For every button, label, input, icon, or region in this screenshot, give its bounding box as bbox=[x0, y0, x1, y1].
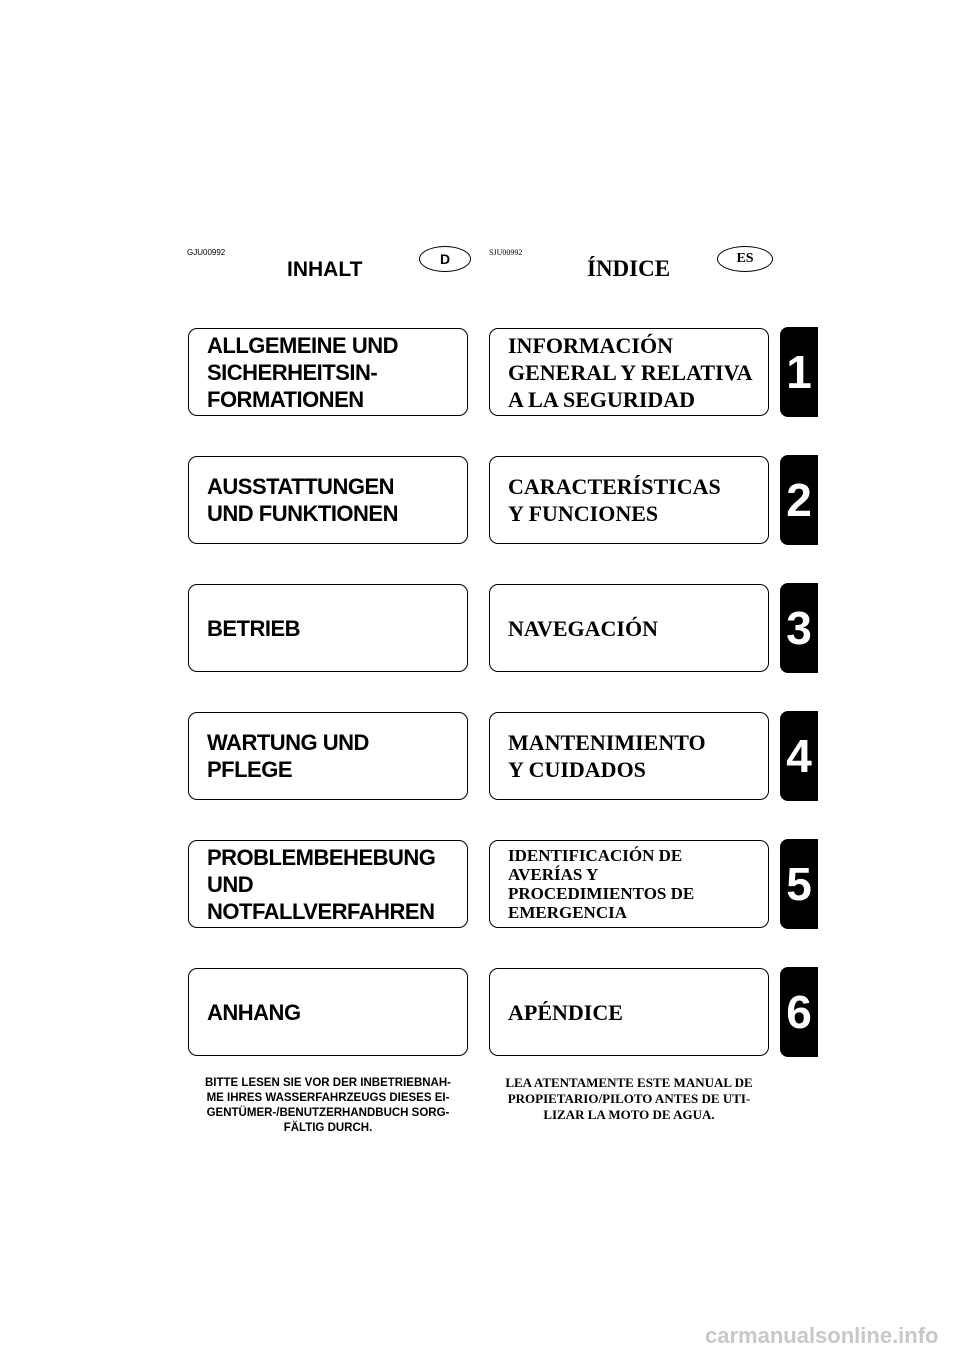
german-section-3-box[interactable] bbox=[188, 584, 468, 672]
spanish-section-1-box[interactable] bbox=[489, 328, 769, 416]
spanish-section-6-box[interactable] bbox=[489, 968, 769, 1056]
watermark-text: carmanualsonline.info bbox=[705, 1323, 939, 1348]
german-section-2-label: AUSSTATTUNGEN UND FUNKTIONEN bbox=[207, 474, 398, 526]
german-section-5-label: PROBLEMBEHEBUNG UND NOTFALLVERFAHREN bbox=[207, 844, 436, 924]
spanish-section-6-label: APÉNDICE bbox=[508, 999, 623, 1025]
german-section-6-box[interactable] bbox=[188, 968, 468, 1056]
german-read-notice: BITTE LESEN SIE VOR DER INBETRIEBNAH- ME IHRES WASSERFAHRZEUGS DIESES EI- GENTÜMER-/BENUTZERHANDBUCH SORG- FÄLTIG DURCH. bbox=[205, 1077, 451, 1134]
spanish-section-1-label: INFORMACIÓN GENERAL Y RELATIVA A LA SEGURIDAD bbox=[508, 332, 753, 412]
spanish-language-badge: ES bbox=[717, 246, 773, 272]
chapter-tab-4[interactable]: 4 bbox=[780, 711, 818, 801]
spanish-section-4-box[interactable] bbox=[489, 712, 769, 800]
german-section-5-box[interactable] bbox=[188, 840, 468, 928]
german-section-3-label: BETRIEB bbox=[207, 615, 301, 641]
spanish-title: ÍNDICE bbox=[587, 256, 671, 281]
spanish-section-3-box[interactable] bbox=[489, 584, 769, 672]
german-section-1-label: ALLGEMEINE UND SICHERHEITSIN- FORMATIONEN bbox=[207, 332, 398, 412]
spanish-doc-code: SJU00992 bbox=[489, 248, 523, 257]
chapter-tab-5[interactable]: 5 bbox=[780, 839, 818, 929]
chapter-tab-1[interactable]: 1 bbox=[780, 327, 818, 417]
chapter-tab-6[interactable]: 6 bbox=[780, 967, 818, 1057]
german-section-6-label: ANHANG bbox=[207, 999, 301, 1025]
spanish-section-4-label: MANTENIMIENTO Y CUIDADOS bbox=[508, 730, 706, 782]
spanish-read-notice: LEA ATENTAMENTE ESTE MANUAL DE PROPIETARIO/PILOTO ANTES DE UTI- LIZAR LA MOTO DE AGUA. bbox=[505, 1075, 753, 1122]
german-section-2-box[interactable] bbox=[188, 456, 468, 544]
german-language-badge: D bbox=[419, 246, 471, 272]
german-section-4-label: WARTUNG UND PFLEGE bbox=[207, 730, 369, 782]
german-doc-code: GJU00992 bbox=[187, 248, 226, 257]
spanish-section-2-label: CARACTERÍSTICAS Y FUNCIONES bbox=[508, 474, 721, 526]
spanish-section-5-box[interactable] bbox=[489, 840, 769, 928]
spanish-section-3-label: NAVEGACIÓN bbox=[508, 615, 658, 641]
chapter-tab-2[interactable]: 2 bbox=[780, 455, 818, 545]
german-title: INHALT bbox=[287, 258, 363, 281]
german-section-1-box[interactable] bbox=[188, 328, 468, 416]
german-section-4-box[interactable] bbox=[188, 712, 468, 800]
chapter-tab-3[interactable]: 3 bbox=[780, 583, 818, 673]
spanish-section-5-label: IDENTIFICACIÓN DE AVERÍAS Y PROCEDIMIENTOS DE EMERGENCIA bbox=[508, 846, 695, 922]
spanish-section-2-box[interactable] bbox=[489, 456, 769, 544]
